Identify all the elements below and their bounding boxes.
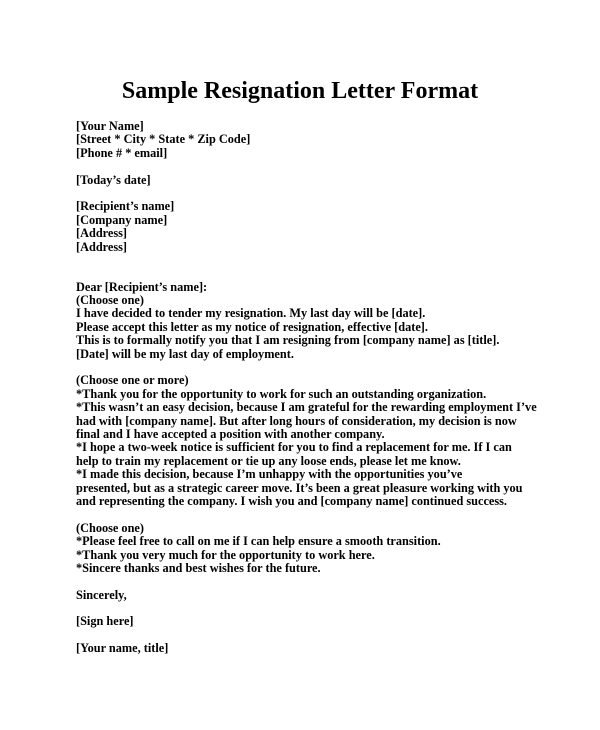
signature-placeholder: [Sign here] bbox=[76, 614, 134, 629]
choice-instruction: (Choose one) bbox=[76, 520, 144, 535]
opening-option: [Date] will be my last day of employment. bbox=[76, 346, 294, 361]
letter-date: [Today’s date] bbox=[76, 172, 151, 187]
recipient-block bbox=[76, 200, 576, 254]
closing-section bbox=[76, 522, 576, 576]
name-title-placeholder: [Your name, title] bbox=[76, 641, 169, 656]
middle-option: *I made this decision, because I’m unhappy with the opportunities you’ve bbox=[76, 467, 463, 482]
opening-option: I have decided to tender my resignation. My last day will be [date]. bbox=[76, 306, 426, 321]
opening-section bbox=[76, 281, 576, 361]
sender-block bbox=[76, 120, 576, 160]
choice-instruction: (Choose one or more) bbox=[76, 373, 189, 388]
salutation: Dear [Recipient’s name]: bbox=[76, 279, 208, 294]
closing-option: *Sincere thanks and best wishes for the future. bbox=[76, 560, 321, 575]
middle-option: and representing the company. I wish you and [company name] continued success. bbox=[76, 493, 508, 508]
middle-option: presented, but as a strategic career move. It’s been a great pleasure working with you bbox=[76, 480, 523, 495]
recipient-address-line: [Address] bbox=[76, 239, 128, 254]
closing-option: *Please feel free to call on me if I can help ensure a smooth transition. bbox=[76, 534, 441, 549]
closing-option: *Thank you very much for the opportunity to work here. bbox=[76, 547, 375, 562]
sender-address: [Street * City * State * Zip Code] bbox=[76, 132, 251, 147]
middle-option: *I hope a two-week notice is sufficient for you to find a replacement for me. If I can bbox=[76, 440, 512, 455]
sender-contact: [Phone # * email] bbox=[76, 145, 168, 160]
recipient-company: [Company name] bbox=[76, 212, 168, 227]
middle-option: *Thank you for the opportunity to work for such an outstanding organization. bbox=[76, 386, 487, 401]
middle-option: help to train my replacement or tie up any loose ends, please let me know. bbox=[76, 453, 461, 468]
sender-name: [Your Name] bbox=[76, 119, 144, 133]
page-title: Sample Resignation Letter Format bbox=[121, 78, 479, 104]
middle-option: *This wasn’t an easy decision, because I am grateful for the rewarding employment I’ve bbox=[76, 400, 537, 415]
signoff: Sincerely, bbox=[76, 587, 127, 602]
recipient-name: [Recipient’s name] bbox=[76, 199, 175, 214]
recipient-address-line: [Address] bbox=[76, 226, 128, 241]
middle-section bbox=[76, 374, 576, 508]
opening-option: Please accept this letter as my notice of resignation, effective [date]. bbox=[76, 319, 428, 334]
choice-instruction: (Choose one) bbox=[76, 293, 144, 308]
middle-option: final and I have accepted a position with another company. bbox=[76, 426, 385, 441]
opening-option: This is to formally notify you that I am resigning from [company name] as [title]. bbox=[76, 333, 500, 348]
middle-option: had with [company name]. But after long hours of consideration, my decision is now bbox=[76, 413, 517, 428]
letter-body bbox=[76, 120, 576, 656]
